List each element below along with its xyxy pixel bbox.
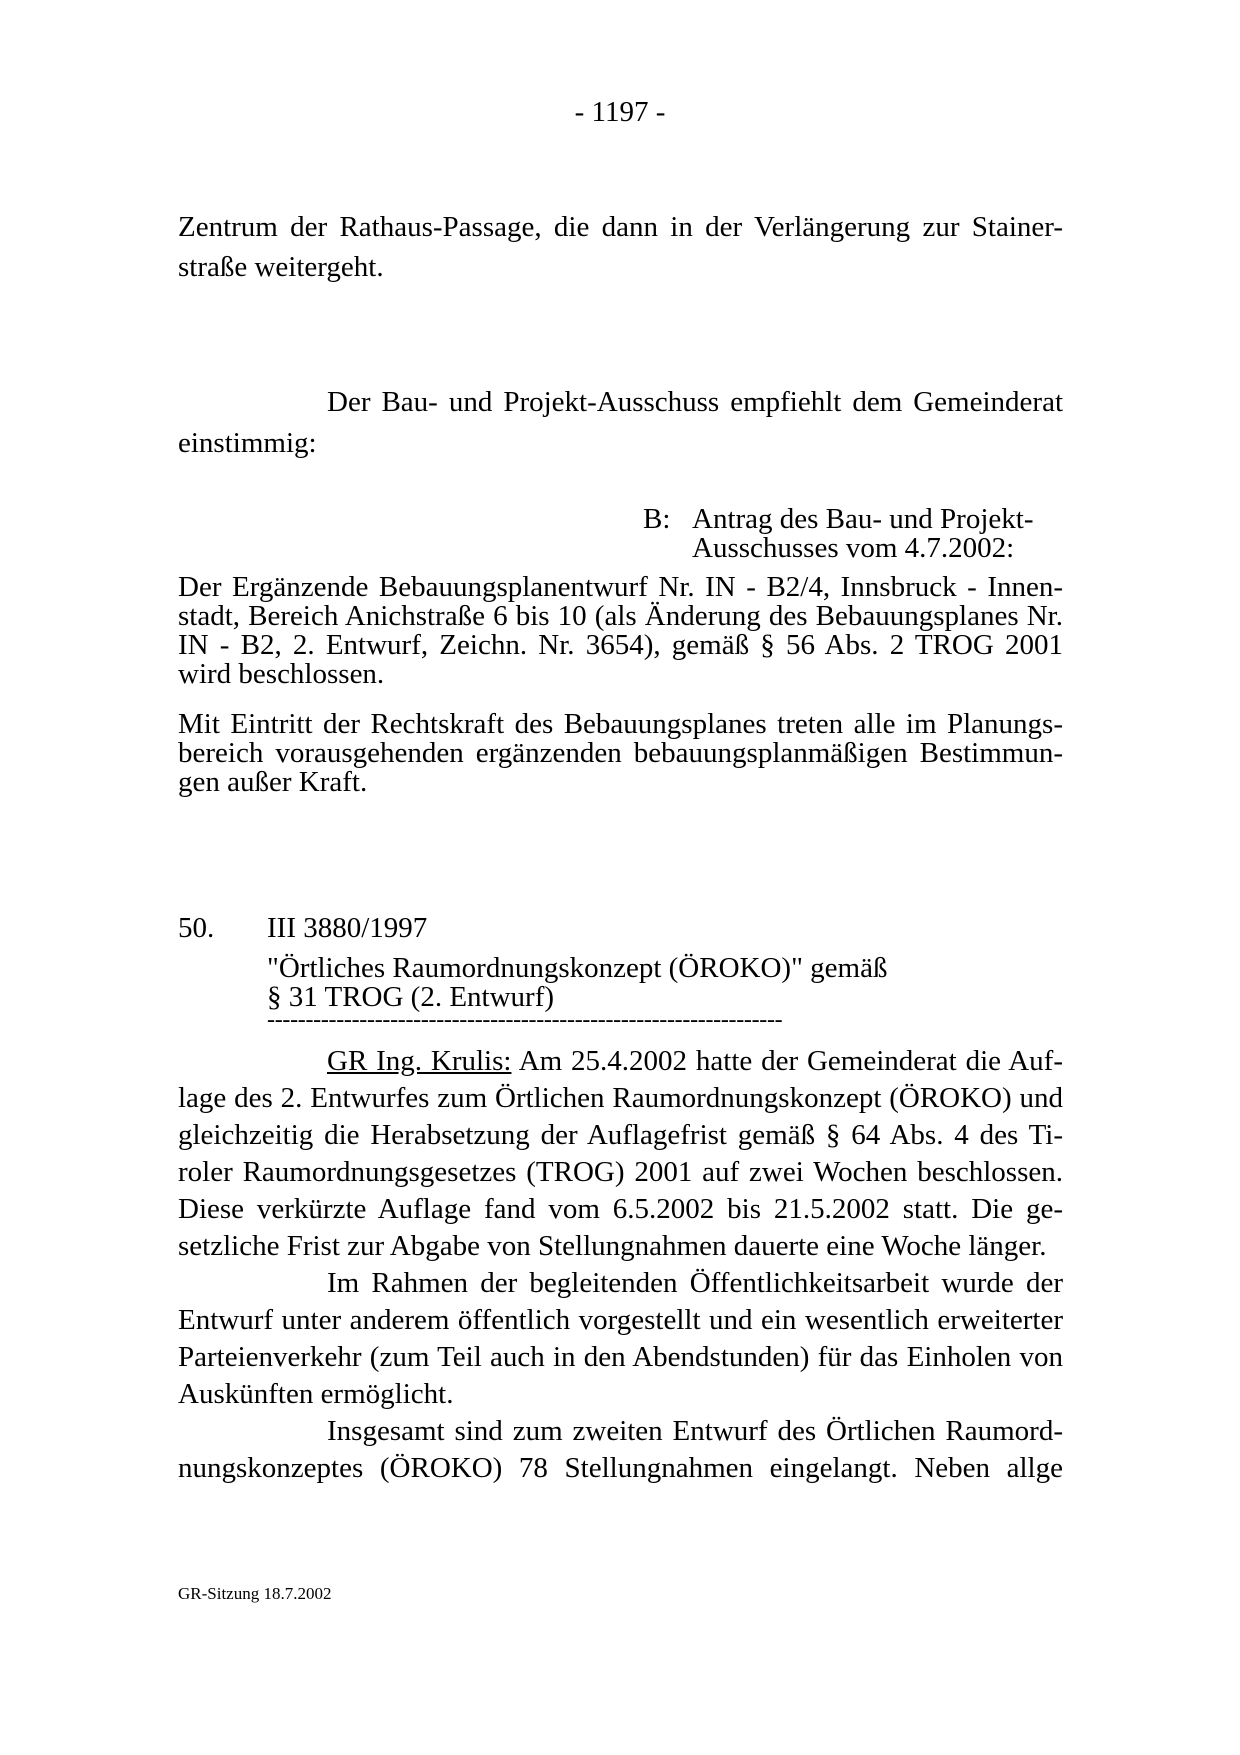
item-title-line-1: "Örtliches Raumordnungskonzept (ÖROKO)" gemäß bbox=[267, 952, 888, 984]
motion-title-line-2: Ausschusses vom 4.7.2002: bbox=[692, 532, 1015, 564]
item-separator: ------------------------------------------------------------------- bbox=[267, 1007, 783, 1033]
item-para2-line-3: Parteienverkehr (zum Teil auch in den Abendstunden) für das Einholen von bbox=[178, 1341, 1063, 1373]
item-title-line-2: § 31 TROG (2. Entwurf) bbox=[267, 981, 555, 1013]
speaker-name: GR Ing. Krulis: bbox=[327, 1045, 512, 1077]
footer-session: GR-Sitzung 18.7.2002 bbox=[178, 1584, 332, 1603]
item-para3-line-2: nungskonzeptes (ÖROKO) 78 Stellungnahmen eingelangt. Neben allge bbox=[178, 1452, 1063, 1484]
item-number: 50. bbox=[178, 912, 215, 944]
item-para2-first-line: Im Rahmen der begleitenden Öffentlichkeitsarbeit wurde der bbox=[327, 1267, 1063, 1299]
motion-para1-line-3: IN - B2, 2. Entwurf, Zeichn. Nr. 3654), gemäß § 56 Abs. 2 TROG 2001 bbox=[178, 629, 1063, 661]
item-file-number: III 3880/1997 bbox=[267, 912, 428, 944]
motion-label: B: bbox=[643, 503, 671, 535]
recommendation-line-2: einstimmig: bbox=[178, 427, 317, 459]
item-para2-line-4: Auskünften ermöglicht. bbox=[178, 1378, 454, 1410]
continuation-line-2: straße weitergeht. bbox=[178, 251, 384, 283]
item-para1-first-text: Am 25.4.2002 hatte der Gemeinderat die Auf- bbox=[511, 1045, 1064, 1077]
motion-para1-line-1: Der Ergänzende Bebauungsplanentwurf Nr. IN - B2/4, Innsbruck - Innen- bbox=[178, 571, 1063, 603]
motion-para2-line-1: Mit Eintritt der Rechtskraft des Bebauungsplanes treten alle im Planungs- bbox=[178, 708, 1063, 740]
item-para1-line-5: Diese verkürzte Auflage fand vom 6.5.2002 bis 21.5.2002 statt. Die ge- bbox=[178, 1193, 1063, 1225]
recommendation-line-1: Der Bau- und Projekt-Ausschuss empfiehlt dem Gemeinderat bbox=[327, 386, 1063, 418]
motion-title-line-1: Antrag des Bau- und Projekt- bbox=[692, 503, 1034, 535]
item-para1-first-line bbox=[327, 1043, 1063, 1079]
continuation-line-1: Zentrum der Rathaus-Passage, die dann in der Verlängerung zur Stainer- bbox=[178, 211, 1063, 243]
item-para1-line-4: roler Raumordnungsgesetzes (TROG) 2001 auf zwei Wochen beschlossen. bbox=[178, 1156, 1063, 1188]
motion-para2-line-3: gen außer Kraft. bbox=[178, 766, 368, 798]
item-para1-line-2: lage des 2. Entwurfes zum Örtlichen Raumordnungskonzept (ÖROKO) und bbox=[178, 1082, 1063, 1114]
motion-para1-line-2: stadt, Bereich Anichstraße 6 bis 10 (als Änderung des Bebauungsplanes Nr. bbox=[178, 600, 1063, 632]
item-para3-first-line: Insgesamt sind zum zweiten Entwurf des Örtlichen Raumord- bbox=[327, 1415, 1063, 1447]
motion-para2-line-2: bereich vorausgehenden ergänzenden bebauungsplanmäßigen Bestimmun- bbox=[178, 737, 1063, 769]
item-para1-line-6: setzliche Frist zur Abgabe von Stellungnahmen dauerte eine Woche länger. bbox=[178, 1230, 1047, 1262]
item-para2-line-2: Entwurf unter anderem öffentlich vorgestellt und ein wesentlich erweiterter bbox=[178, 1304, 1063, 1336]
page-number: - 1197 - bbox=[574, 96, 666, 128]
motion-para1-line-4: wird beschlossen. bbox=[178, 658, 385, 690]
item-para1-line-3: gleichzeitig die Herabsetzung der Auflagefrist gemäß § 64 Abs. 4 des Ti- bbox=[178, 1119, 1063, 1151]
